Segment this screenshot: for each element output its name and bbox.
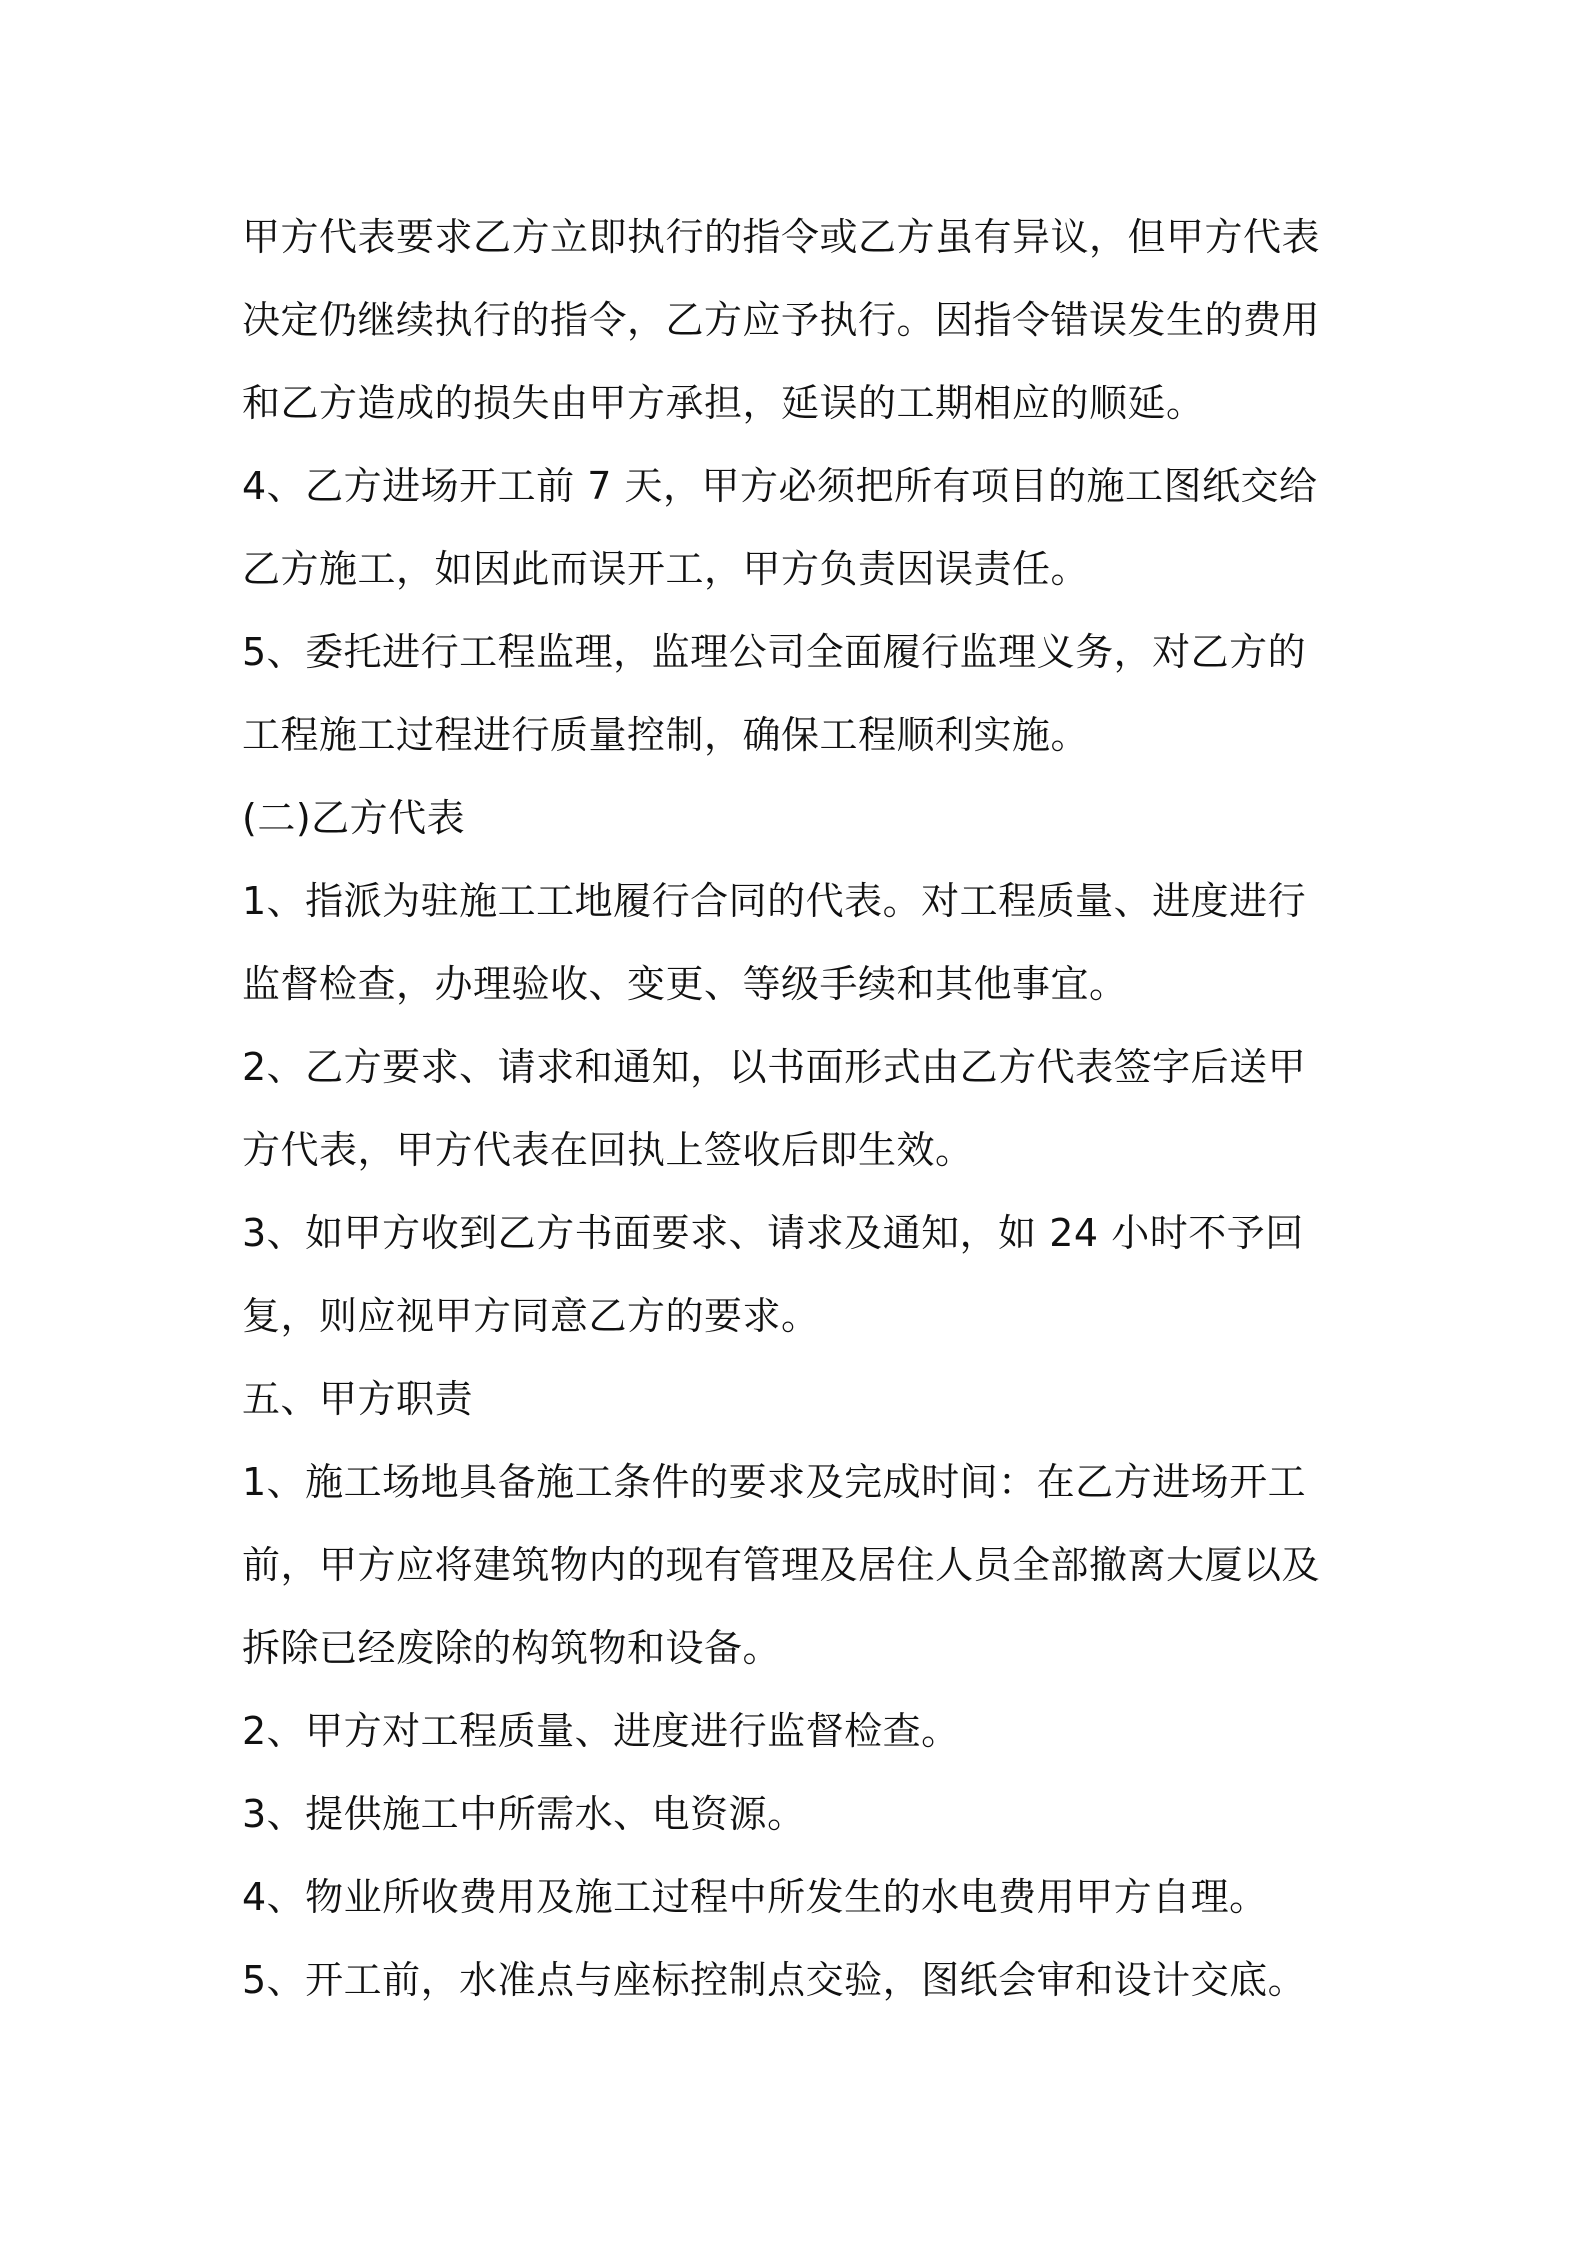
text-line: 3、提供施工中所需水、电资源。 bbox=[242, 1792, 806, 1836]
text-line: 3、如甲方收到乙方书面要求、请求及通知，如 24 小时不予回 bbox=[242, 1211, 1304, 1255]
text-line: 工程施工过程进行质量控制，确保工程顺利实施。 bbox=[242, 713, 1090, 757]
text-line: 1、指派为驻施工工地履行合同的代表。对工程质量、进度进行 bbox=[242, 879, 1307, 923]
section-heading: (二)乙方代表 bbox=[242, 796, 466, 840]
text-line: 前，甲方应将建筑物内的现有管理及居住人员全部撤离大厦以及 bbox=[242, 1543, 1321, 1587]
text-line: 1、施工场地具备施工条件的要求及完成时间：在乙方进场开工 bbox=[242, 1460, 1307, 1504]
text-line: 4、物业所收费用及施工过程中所发生的水电费用甲方自理。 bbox=[242, 1875, 1268, 1919]
document-page bbox=[242, 196, 1362, 2022]
section-heading: 五、甲方职责 bbox=[242, 1377, 474, 1421]
text-line: 乙方施工，如因此而误开工，甲方负责因误责任。 bbox=[242, 547, 1090, 591]
text-line: 方代表，甲方代表在回执上签收后即生效。 bbox=[242, 1128, 974, 1172]
text-line: 5、开工前，水准点与座标控制点交验，图纸会审和设计交底。 bbox=[242, 1958, 1307, 2002]
text-line: 2、甲方对工程质量、进度进行监督检查。 bbox=[242, 1709, 960, 1753]
text-line: 和乙方造成的损失由甲方承担，延误的工期相应的顺延。 bbox=[242, 381, 1205, 425]
text-line: 甲方代表要求乙方立即执行的指令或乙方虽有异议，但甲方代表 bbox=[242, 215, 1321, 259]
text-line: 决定仍继续执行的指令，乙方应予执行。因指令错误发生的费用 bbox=[242, 298, 1321, 342]
text-line: 2、乙方要求、请求和通知，以书面形式由乙方代表签字后送甲 bbox=[242, 1045, 1307, 1089]
text-line: 拆除已经废除的构筑物和设备。 bbox=[242, 1626, 782, 1670]
text-line: 监督检查，办理验收、变更、等级手续和其他事宜。 bbox=[242, 962, 1128, 1006]
text-line: 5、委托进行工程监理，监理公司全面履行监理义务，对乙方的 bbox=[242, 630, 1307, 674]
text-line: 复，则应视甲方同意乙方的要求。 bbox=[242, 1294, 820, 1338]
text-line: 4、乙方进场开工前 7 天，甲方必须把所有项目的施工图纸交给 bbox=[242, 464, 1318, 508]
